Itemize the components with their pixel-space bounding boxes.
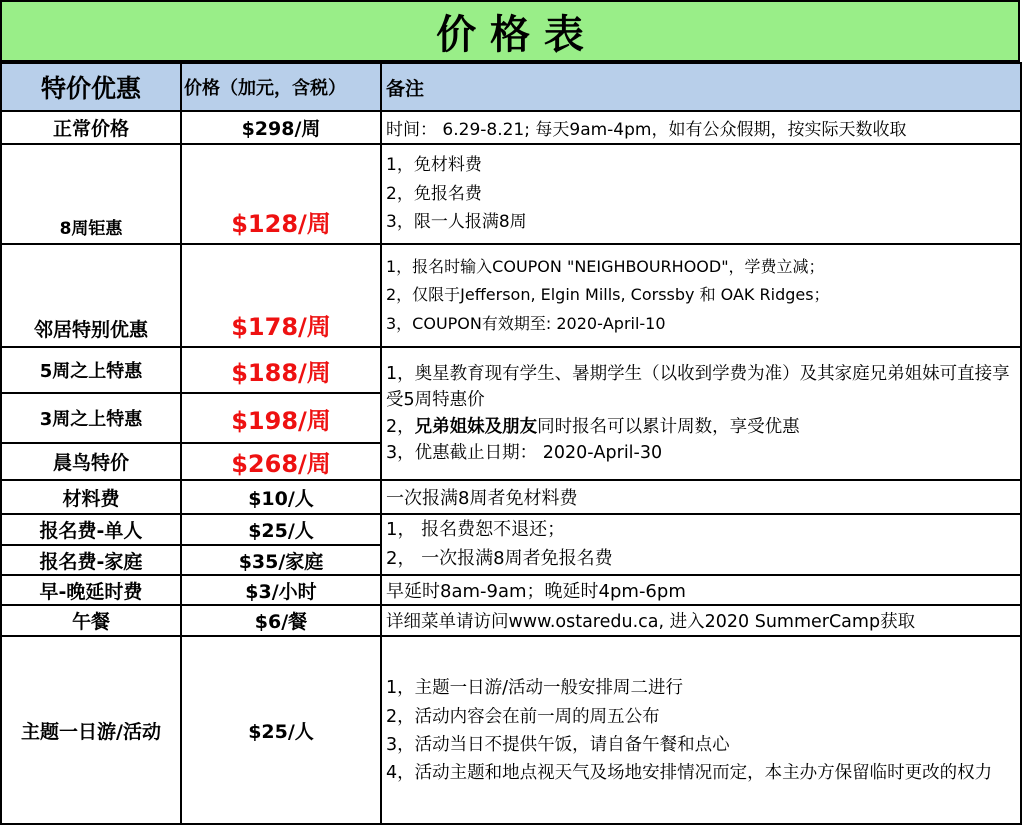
table-row xyxy=(1,144,1021,244)
table-row xyxy=(1,636,1021,824)
row-price: $25/人 xyxy=(181,514,381,545)
row-name: 主题一日游/活动 xyxy=(1,636,181,824)
row-name: 午餐 xyxy=(1,605,181,636)
table-row xyxy=(1,244,1021,347)
row-price: $128/周 xyxy=(181,144,381,244)
table-header-row xyxy=(1,63,1021,111)
row-price: $298/周 xyxy=(181,111,381,144)
row-note: 详细菜单请访问www.ostaredu.ca, 进入2020 SummerCamp获取 xyxy=(381,605,1021,636)
page-title: 价 格 表 xyxy=(0,0,1020,62)
note-line: 2， 一次报满8周者免报名费 xyxy=(386,547,613,569)
row-notes xyxy=(381,347,1021,480)
note-line: 3，COUPON有效期至: 2020-April-10 xyxy=(386,313,666,333)
row-price: $3/小时 xyxy=(181,575,381,605)
note-line: 1，奥星教育现有学生、暑期学生（以收到学费为准）及其家庭兄弟姐妹可直接享受5周特惠价 xyxy=(386,363,1010,410)
row-note: 早延时8am-9am；晚延时4pm-6pm xyxy=(381,575,1021,605)
table-row xyxy=(1,480,1021,514)
row-notes xyxy=(381,636,1021,824)
row-notes xyxy=(381,244,1021,347)
table-row xyxy=(1,605,1021,636)
row-name: 邻居特别优惠 xyxy=(1,244,181,347)
note-suffix: 同时报名可以累计周数，享受优惠 xyxy=(537,416,800,437)
header-offer: 特价优惠 xyxy=(1,63,181,111)
row-name: 3周之上特惠 xyxy=(1,393,181,443)
note-line: 2，仅限于Jefferson, Elgin Mills, Corssby 和 OAK Ridges； xyxy=(386,285,830,305)
note-line: 3，活动当日不提供午饭，请自备午餐和点心 xyxy=(386,735,730,755)
note-line: 3，限一人报满8周 xyxy=(386,212,527,233)
note-line: 4，活动主题和地点视天气及场地安排情况而定，本主办方保留临时更改的权力 xyxy=(386,762,993,783)
table-row xyxy=(1,575,1021,605)
row-name: 报名费-单人 xyxy=(1,514,181,545)
note-line xyxy=(386,414,1020,441)
row-note: 一次报满8周者免材料费 xyxy=(381,480,1021,514)
row-name: 早-晚延时费 xyxy=(1,575,181,605)
note-line: 1，报名时输入COUPON "NEIGHBOURHOOD"，学费立减； xyxy=(386,256,825,276)
row-name: 8周钜惠 xyxy=(1,144,181,244)
table-row xyxy=(1,514,1021,545)
row-name: 报名费-家庭 xyxy=(1,545,181,575)
note-bold: 兄弟姐妹及朋友 xyxy=(414,416,538,437)
note-line: 1，免材料费 xyxy=(386,155,482,176)
header-notes: 备注 xyxy=(381,63,1021,111)
row-price: $188/周 xyxy=(181,347,381,393)
table-row xyxy=(1,111,1021,144)
note-prefix: 2， xyxy=(386,416,415,437)
price-table xyxy=(0,62,1022,825)
row-price: $178/周 xyxy=(181,244,381,347)
header-price: 价格（加元，含税） xyxy=(181,63,381,111)
note-line: 1，主题一日游/活动一般安排周二进行 xyxy=(386,678,684,698)
row-price: $6/餐 xyxy=(181,605,381,636)
note-line: 2，活动内容会在前一周的周五公布 xyxy=(386,706,660,727)
row-price: $268/周 xyxy=(181,443,381,480)
row-notes xyxy=(381,514,1021,575)
table-row xyxy=(1,347,1021,393)
row-name: 5周之上特惠 xyxy=(1,347,181,393)
note-line: 3，优惠截止日期： 2020-April-30 xyxy=(386,443,663,463)
row-notes xyxy=(381,144,1021,244)
row-price: $35/家庭 xyxy=(181,545,381,575)
row-name: 正常价格 xyxy=(1,111,181,144)
row-price: $25/人 xyxy=(181,636,381,824)
note-line: 2，免报名费 xyxy=(386,183,482,204)
row-note: 时间： 6.29-8.21; 每天9am-4pm，如有公众假期，按实际天数收取 xyxy=(381,111,1021,144)
row-name: 材料费 xyxy=(1,480,181,514)
note-line: 1， 报名费恕不退还； xyxy=(386,519,566,540)
row-price: $10/人 xyxy=(181,480,381,514)
row-price: $198/周 xyxy=(181,393,381,443)
row-name: 晨鸟特价 xyxy=(1,443,181,480)
